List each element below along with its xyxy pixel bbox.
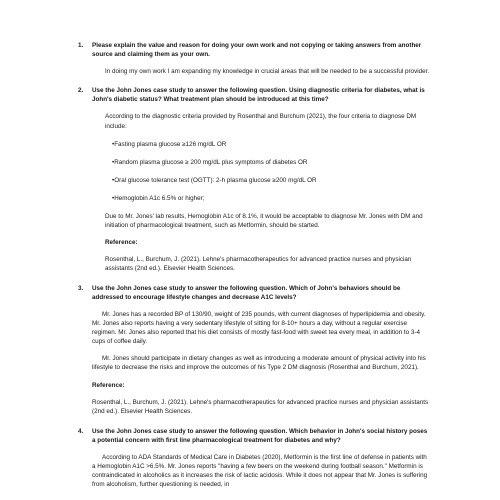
reference-text: Rosenthal, L., Burchum, J. (2021). Lehne's pharmacotherapeutics for advanced practice nurses and physician assistants (2nd ed.). Elsevier Health Sciences. [92, 399, 429, 416]
answer-paragraph: Mr. Jones has a recorded BP of 130/90, weight of 235 pounds, with current diagnoses of hyperlipidemia and obesity. Mr. Jones also reports having a very sedentary lifestyle of sitting for 8-10+ hours a day, without a regular exercise regimen. Mr. Jones also reported that his diet consists of mostly fast-food with sweet tea every meal, in addition to 3-4 cups of coffee daily. [92, 310, 426, 345]
question-text: Please explain the value and reason for doing your own work and not copying or taking answers from another source and claiming them as your own. [92, 42, 422, 59]
question-4 [78, 427, 432, 445]
question-2 [78, 86, 432, 104]
question-number: 3. [78, 284, 84, 292]
reference-text: Rosenthal, L., Burchum, J. (2021). Lehne's pharmacotherapeutics for advanced practice nurses and physician assistants (2nd ed.). Elsevier Health Sciences. [105, 256, 412, 273]
question-number: 2. [78, 87, 84, 95]
reference-heading: Reference: [105, 239, 138, 247]
question-text: Use the John Jones case study to answer the following question. Which of John's behaviors should be addressed to encourage lifestyle changes and decrease A1C levels? [92, 284, 401, 301]
answer-paragraph: In doing my own work I am expanding my knowledge in crucial areas that will be needed to be a successful provider. [105, 68, 430, 76]
question-text: Use the John Jones case study to answer the following question. Which behavior in John's social history poses a potential concern with first line pharmacological treatment for diabetes and why? [92, 427, 428, 444]
question-3 [78, 284, 432, 302]
answer-paragraph: According to the diagnostic criteria provided by Rosenthal and Burchum (2021), the four criteria to diagnose DM include: [105, 113, 417, 130]
reference-heading: Reference: [92, 382, 125, 390]
question-text: Use the John Jones case study to answer the following question. Using diagnostic criteria for diabetes, what is John's diabetic status? What treatment plan should be introduced at this time? [92, 87, 425, 104]
criteria-item: •Oral glucose tolerance test (OGTT): 2-h plasma glucose ≥200 mg/dL OR [112, 176, 317, 184]
answer-paragraph: Mr. Jones should participate in dietary changes as well as introducing a moderate amount of physical activity into his lifestyle to decrease the risks and improve the outcomes of his Type 2 DM diagnosis (Rosenthal and Burchum, 2021). [92, 355, 426, 372]
answer-paragraph: According to ADA Standards of Medical Care in Diabetes (2020), Metformin is the first line of defense in patients with a Hemoglobin A1C >6.5%. Mr. Jones reports "having a few beers on the weekend during football season." Metformin is contraindicated in alcoholics as it increases the risk of lactic acidosis. While it does not appear that Mr. Jones is suffering from alcoholism, further questioning is needed, in [92, 453, 428, 488]
question-1 [78, 41, 432, 59]
question-number: 4. [78, 427, 84, 435]
criteria-item: •Hemoglobin A1c 6.5% or higher; [112, 194, 205, 202]
criteria-item: •Random plasma glucose ≥ 200 mg/dL plus symptoms of diabetes OR [112, 158, 308, 166]
question-number: 1. [78, 42, 84, 49]
criteria-item: •Fasting plasma glucose ≥126 mg/dL OR [112, 140, 227, 148]
answer-paragraph: Due to Mr. Jones' lab results, Hemoglobin A1c of 8.1%, it would be acceptable to diagnose Mr. Jones with DM and initiation of pharmacological treatment, such as Metformin, should be started. [105, 213, 423, 230]
